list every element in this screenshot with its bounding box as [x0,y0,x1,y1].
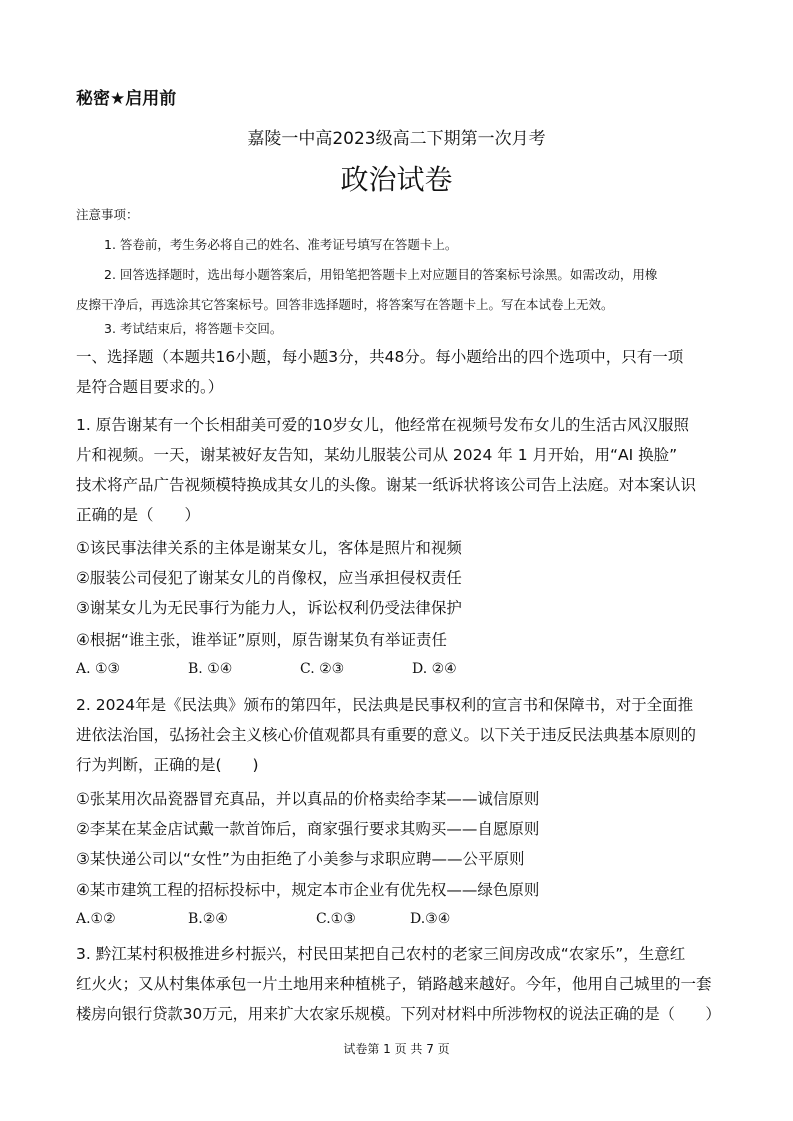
exam-title: 政治试卷 [340,163,453,196]
notice-line-1: 1. 答卷前，考生务必将自己的姓名、准考证号填写在答题卡上。 [104,237,458,252]
q2-stem-line-3: 行为判断，正确的是( ) [76,756,259,774]
section-heading-line-2: 是符合题目要求的。） [76,378,224,396]
q2-option-a: A.①② [76,911,116,927]
q2-statement-3: ③某快递公司以“女性”为由拒绝了小美参与求职应聘——公平原则 [76,850,525,868]
q2-stem-line-1: 2. 2024年是《民法典》颁布的第四年，民法典是民事权利的宣言书和保障书，对于全面推 [76,696,694,714]
q1-statement-1: ①该民事法律关系的主体是谢某女儿，客体是照片和视频 [76,539,462,557]
q1-statement-3: ③谢某女儿为无民事行为能力人，诉讼权利仍受法律保护 [76,599,462,617]
page-footer: 试卷第 1 页 共 7 页 [343,1042,450,1056]
q2-statement-1: ①张某用次品瓷器冒充真品，并以真品的价格卖给李某——诚信原则 [76,790,540,808]
section-heading-line-1: 一、选择题（本题共16小题，每小题3分，共48分。每小题给出的四个选项中，只有一项 [76,348,684,366]
q2-statement-2: ②李某在某金店试戴一款首饰后，商家强行要求其购买——自愿原则 [76,820,540,838]
exam-subtitle: 嘉陵一中高2023级高二下期第一次月考 [247,129,546,149]
secret-label: 秘密★启用前 [76,89,177,109]
q3-stem-line-2: 红火火；又从村集体承包一片土地用来种植桃子，销路越来越好。今年，他用自己城里的一套 [76,975,712,993]
q2-option-b: B.②④ [188,911,228,927]
notice-line-2b: 皮擦干净后，再选涂其它答案标号。回答非选择题时，将答案写在答题卡上。写在本试卷上无效。 [76,297,614,312]
q3-stem-line-3: 楼房向银行贷款30万元，用来扩大农家乐规模。下列对材料中所涉物权的说法正确的是（ ） [76,1005,721,1023]
q1-option-c: C. ②③ [300,661,345,677]
q1-option-a: A. ①③ [76,661,121,677]
q1-option-d: D. ②④ [412,661,457,677]
q2-stem-line-2: 进依法治国，弘扬社会主义核心价值观都具有重要的意义。以下关于违反民法典基本原则的 [76,726,697,744]
q2-option-c: C.①③ [316,911,356,927]
q1-option-b: B. ①④ [188,661,233,677]
q1-stem-line-2: 片和视频。一天，谢某被好友告知，某幼儿服装公司从 2024 年 1 月开始，用“AI 换脸” [76,446,678,464]
q2-option-d: D.③④ [410,911,451,927]
notice-heading: 注意事项： [76,207,139,222]
q1-statement-2: ②服装公司侵犯了谢某女儿的肖像权，应当承担侵权责任 [76,569,462,587]
q1-statement-4: ④根据“谁主张，谁举证”原则，原告谢某负有举证责任 [76,631,447,649]
q2-statement-4: ④某市建筑工程的招标投标中，规定本市企业有优先权——绿色原则 [76,881,540,899]
notice-line-2a: 2. 回答选择题时，选出每小题答案后，用铅笔把答题卡上对应题目的答案标号涂黑。如需改动，用橡 [104,267,658,282]
notice-line-3: 3. 考试结束后，将答题卡交回。 [104,321,283,336]
q1-stem-line-1: 1. 原告谢某有一个长相甜美可爱的10岁女儿，他经常在视频号发布女儿的生活古风汉服照 [76,416,689,434]
q1-stem-line-4: 正确的是（ ） [76,506,201,524]
q1-stem-line-3: 技术将产品广告视频模特换成其女儿的头像。谢某一纸诉状将该公司告上法庭。对本案认识 [76,476,697,494]
q3-stem-line-1: 3. 黔江某村积极推进乡村振兴，村民田某把自己农村的老家三间房改成“农家乐”，生意红 [76,945,686,963]
